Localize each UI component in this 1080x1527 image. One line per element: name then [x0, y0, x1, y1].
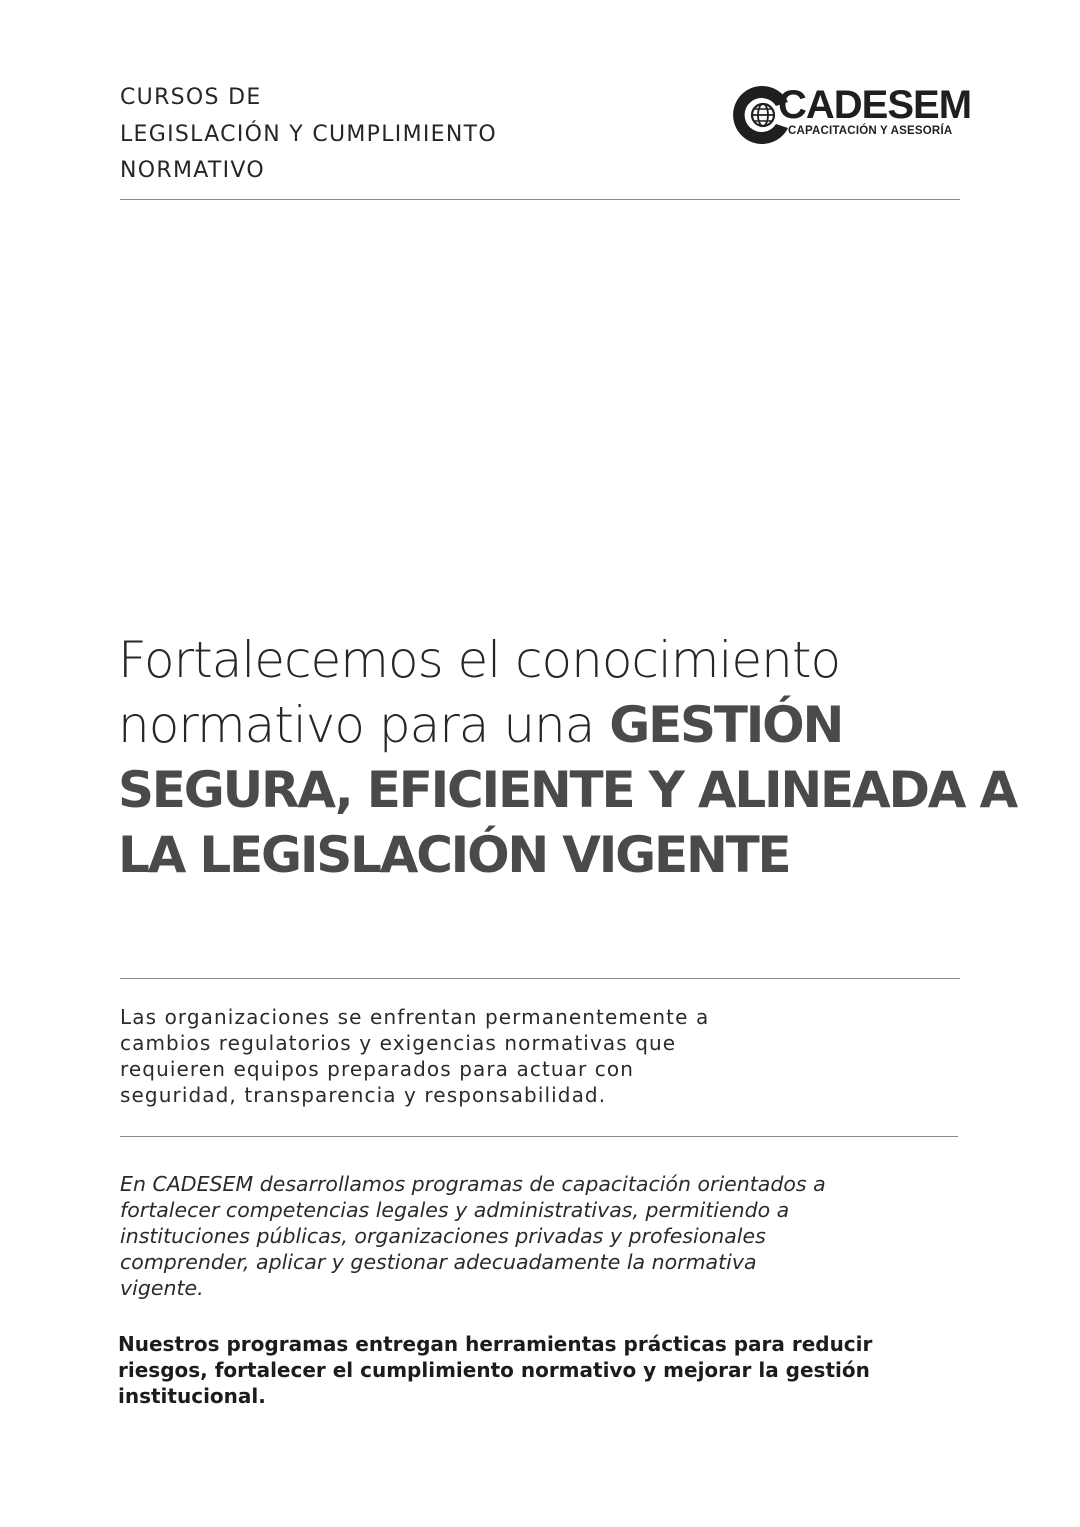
header-title-line: CURSOS DE	[120, 85, 262, 110]
divider	[120, 978, 960, 979]
intro-line: Las organizaciones se enfrentan permanentemente a	[120, 1005, 710, 1029]
logo-tagline: CAPACITACIÓN Y ASESORÍA	[788, 125, 953, 137]
closing-line: Nuestros programas entregan herramientas prácticas para reducir	[118, 1332, 873, 1356]
headline	[118, 628, 1068, 888]
intro-line: seguridad, transparencia y responsabilidad.	[120, 1083, 607, 1107]
closing-paragraph	[118, 1331, 928, 1409]
mission-line: instituciones públicas, organizaciones privadas y profesionales	[120, 1224, 766, 1248]
cadesem-logo	[730, 83, 972, 146]
headline-light-line: Fortalecemos el conocimiento	[118, 631, 841, 689]
intro-line: requieren equipos preparados para actuar con	[120, 1057, 635, 1081]
headline-light-line: normativo para una	[118, 696, 610, 754]
mission-line: En CADESEM desarrollamos programas de capacitación orientados a	[120, 1172, 826, 1196]
mission-paragraph	[120, 1171, 930, 1301]
headline-bold-text: LA LEGISLACIÓN VIGENTE	[118, 826, 790, 884]
mission-line: vigente.	[120, 1276, 204, 1300]
closing-line: riesgos, fortalecer el cumplimiento normativo y mejorar la gestión	[118, 1358, 870, 1382]
mission-line: fortalecer competencias legales y administrativas, permitiendo a	[120, 1198, 790, 1222]
header-title-line: LEGISLACIÓN Y CUMPLIMIENTO	[120, 121, 497, 147]
header-title-line: NORMATIVO	[120, 158, 265, 183]
mission-line: comprender, aplicar y gestionar adecuadamente la normativa	[120, 1250, 757, 1274]
headline-bold-text: SEGURA, EFICIENTE Y ALINEADA A	[118, 761, 1016, 819]
intro-line: cambios regulatorios y exigencias normativas que	[120, 1031, 677, 1055]
logo-name: CADESEM	[778, 83, 972, 127]
headline-bold-text: GESTIÓN	[609, 696, 843, 754]
intro-paragraph	[120, 1004, 940, 1108]
divider	[120, 1136, 958, 1137]
closing-line: institucional.	[118, 1384, 266, 1408]
page-header-title	[120, 80, 497, 190]
divider	[120, 199, 960, 200]
